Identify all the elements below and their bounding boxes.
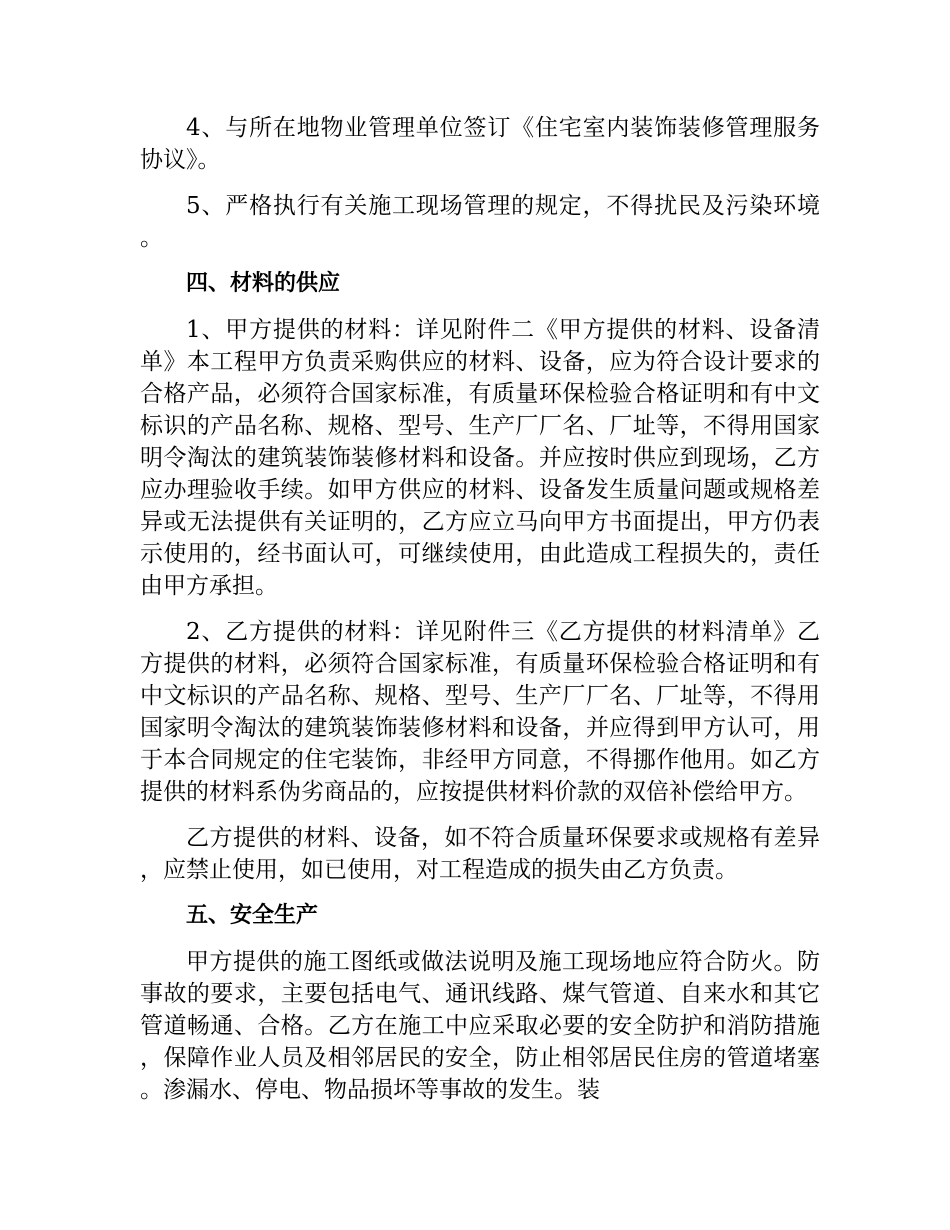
- section-heading-safety-production: 五、安全生产: [186, 903, 319, 928]
- party-b-materials-compliance: 乙方提供的材料、设备，如不符合质量环保要求或规格有差异，应禁止使用，如已使用，对工程造成的损失由乙方负责。: [140, 825, 820, 883]
- clause-1-party-a-materials: 1、甲方提供的材料：详见附件二《甲方提供的材料、设备清单》本工程甲方负责采购供应的材料、设备，应为符合设计要求的合格产品，必须符合国家标准，有质量环保检验合格证明和有中文标识的产品名称、规格、型号、生产厂厂名、厂址等，不得用国家明令淘汰的建筑装饰装修材料和设备。并应按时供应到现场，乙方应办理验收手续。如甲方供应的材料、设备发生质量问题或规格差异或无法提供有关证明的，乙方应立马向甲方书面提出，甲方仍表示使用的，经书面认可，可继续使用，由此造成工程损失的，责任由甲方承担。: [140, 317, 820, 599]
- section-heading-materials-supply: 四、材料的供应: [186, 271, 341, 296]
- clause-5-site-management: 5、严格执行有关施工现场管理的规定，不得扰民及污染环境。: [140, 193, 820, 251]
- clause-4-property-agreement: 4、与所在地物业管理单位签订《住宅室内装饰装修管理服务协议》。: [140, 115, 820, 173]
- safety-production-paragraph: 甲方提供的施工图纸或做法说明及施工现场地应符合防火。防事故的要求，主要包括电气、通讯线路、煤气管道、自来水和其它管道畅通、合格。乙方在施工中应采取必要的安全防护和消防措施，保障作业人员及相邻居民的安全，防止相邻居民住房的管道堵塞。渗漏水、停电、物品损坏等事故的发生。装: [140, 949, 820, 1103]
- document-page: [140, 112, 820, 1120]
- clause-2-party-b-materials: 2、乙方提供的材料：详见附件三《乙方提供的材料清单》乙方提供的材料，必须符合国家标准，有质量环保检验合格证明和有中文标识的产品名称、规格、型号、生产厂厂名、厂址等，不得用国家明令淘汰的建筑装饰装修材料和设备，并应得到甲方认可，用于本合同规定的住宅装饰，非经甲方同意，不得挪作他用。如乙方提供的材料系伪劣商品的，应按提供材料价款的双倍补偿给甲方。: [140, 619, 820, 805]
